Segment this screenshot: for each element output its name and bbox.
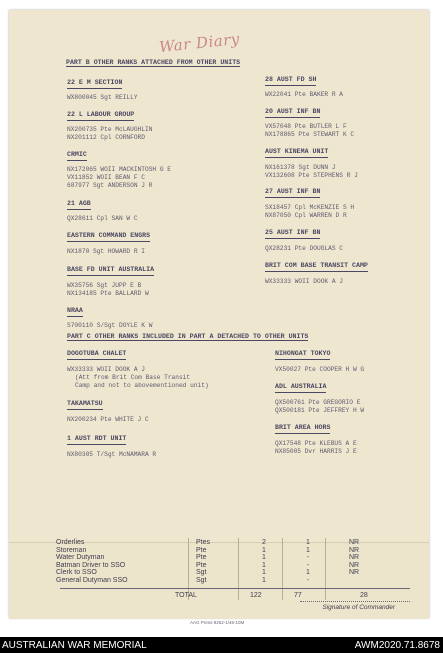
code-cell	[330, 577, 378, 585]
rank-cell: Pte	[196, 554, 207, 562]
unit-heading: TAKAMATSU	[67, 400, 103, 410]
count-cell: 2	[262, 539, 266, 546]
unit-heading: 28 AUST FD SH	[265, 76, 316, 86]
unit-heading: 21 AGB	[67, 200, 91, 210]
unit-heading: 1 AUST RDT UNIT	[67, 435, 126, 445]
rank-cell: Sgt	[196, 576, 207, 584]
personnel-entry: NX200735 Pte McLAUGHLIN	[67, 126, 153, 133]
personnel-entry: WX33333 WOII DOOK A J	[265, 278, 343, 285]
personnel-entry: NX85005 Dvr HARRIS J E	[275, 448, 357, 455]
personnel-entry: WX22041 Pte BAKER R A	[265, 91, 343, 98]
rank-cell: Ptes	[196, 539, 211, 546]
code-cell: NR	[348, 569, 360, 577]
table-row	[52, 577, 378, 585]
personnel-entry: QX500181 Pte JEFFREY H W	[275, 407, 365, 414]
rank-cell: Sgt	[196, 569, 207, 577]
unit-heading: CRMIC	[67, 151, 87, 161]
personnel-entry: NX161378 Sgt DUNN J	[265, 164, 336, 171]
personnel-entry: SX18457 Cpl McKENZIE S H	[265, 204, 355, 211]
total-rule	[60, 588, 410, 589]
personnel-entry: QX28231 Pte DOUGLAS C	[265, 245, 343, 252]
count-cell: -	[306, 554, 310, 562]
code-cell: NR	[348, 554, 360, 562]
signature-label: Signature of Commander	[322, 604, 395, 611]
count-cell: 1	[306, 539, 310, 546]
personnel-entry: VX11852 WOII BEAN F C	[67, 174, 145, 181]
personnel-entry: QX17548 Pte KLEBUS A E	[275, 440, 357, 447]
personnel-entry: NX87050 Cpl WARREN D R	[265, 212, 347, 219]
signature-line	[300, 601, 410, 602]
role-cell: Storeman	[56, 546, 87, 554]
unit-heading: 22 E M SECTION	[67, 79, 122, 89]
total-value: 77	[294, 592, 302, 599]
code-cell: NR	[348, 561, 360, 569]
unit-heading: ADL AUSTRALIA	[275, 383, 326, 393]
role-cell: Orderlies	[56, 539, 85, 546]
personnel-entry: NX172065 WOII MACKINTOSH G E	[67, 166, 171, 173]
personnel-entry: WX35756 Sgt JUPP E B	[67, 282, 142, 289]
personnel-entry: NX134185 Pte BALLARD W	[67, 290, 149, 297]
total-value: 28	[360, 592, 368, 599]
table-row	[52, 569, 378, 577]
personnel-entry: WX33333 WOII DOOK A J	[67, 366, 145, 373]
count-cell: 1	[306, 546, 310, 554]
personnel-entry: NX80305 T/Sgt McNAMARA R	[67, 451, 157, 458]
table-row	[52, 554, 378, 562]
code-cell: NR	[348, 546, 360, 554]
total-value: 122	[250, 592, 262, 599]
role-cell: Water Dutyman	[56, 554, 105, 562]
footer-accession: AWM2020.71.8678	[354, 640, 440, 651]
unit-heading: 27 AUST INF BN	[265, 188, 320, 198]
personnel-entry: NX201112 Cpl CORNFORD	[67, 134, 145, 141]
table-row	[52, 547, 378, 555]
count-cell: 1	[262, 569, 266, 577]
table-row	[52, 562, 378, 570]
unit-heading: NRAA	[67, 307, 83, 317]
count-cell: -	[306, 561, 310, 569]
personnel-entry: 687977 Sgt ANDERSON J R	[67, 182, 153, 189]
personnel-entry: S700110 S/Sgt DOYLE K W	[67, 322, 153, 329]
unit-heading: 22 L LABOUR GROUP	[67, 111, 134, 121]
unit-heading: 20 AUST INF BN	[265, 108, 320, 118]
count-cell: 1	[262, 546, 266, 554]
note-line: Camp and not to abovementioned unit)	[75, 382, 209, 389]
rank-cell: Pte	[196, 546, 207, 554]
unit-heading: 25 AUST INF BN	[265, 229, 320, 239]
unit-heading: NIHONGAT TOKYO	[275, 350, 330, 360]
unit-heading: AUST KINEMA UNIT	[265, 148, 328, 158]
unit-heading: BRIT AREA HORS	[275, 424, 330, 434]
count-cell: 1	[262, 561, 266, 569]
personnel-entry: NX200234 Pte WHITE J C	[67, 416, 149, 423]
rank-cell: Pte	[196, 561, 207, 569]
role-cell: Clerk to SSO	[56, 569, 97, 577]
role-cell: General Dutyman SSO	[56, 576, 128, 584]
handwritten-annotation: War Diary	[158, 29, 241, 57]
role-cell: Batman Driver to SSO	[56, 561, 126, 569]
part-c-title: PART C OTHER RANKS INCLUDED IN PART A DETACHED TO OTHER UNITS	[67, 333, 309, 340]
personnel-entry: QX500761 Pte GREGORIO E	[275, 399, 361, 406]
unit-heading: DOGOTUBA CHALET	[67, 350, 126, 360]
count-cell: 1	[262, 554, 266, 562]
count-cell: 1	[306, 569, 310, 577]
footer-institution: AUSTRALIAN WAR MEMORIAL	[2, 640, 147, 651]
personnel-entry: VX132608 Pte STEPHENS R J	[265, 172, 358, 179]
personnel-entry: VX50027 Pte COOPER H W G	[275, 366, 365, 373]
total-label: TOTAL	[175, 592, 197, 599]
personnel-entry: NX178865 Pte STEWART K C	[265, 131, 355, 138]
archive-footer	[0, 637, 443, 653]
count-cell: 1	[262, 576, 266, 584]
unit-heading: BRIT COM BASE TRANSIT CAMP	[265, 262, 368, 272]
duties-table	[52, 539, 378, 585]
note-line: (Att from Brit Com Base Transit	[75, 374, 191, 381]
part-b-title: PART B OTHER RANKS ATTACHED FROM OTHER UNITS	[66, 59, 241, 66]
count-cell: -	[306, 576, 310, 584]
print-line: AAG Press-8262-1/46-10M	[190, 620, 245, 625]
table-row	[52, 539, 378, 547]
personnel-entry: QX28611 Cpl SAN W C	[67, 215, 138, 222]
personnel-entry: WX800045 Sgt REILLY	[67, 94, 138, 101]
document-page	[9, 10, 429, 618]
code-cell: NR	[348, 539, 360, 546]
personnel-entry: VX57048 Pte BUTLER L F	[265, 123, 347, 130]
personnel-entry: NX1870 Sgt HOWARD R I	[67, 248, 145, 255]
unit-heading: BASE FD UNIT AUSTRALIA	[67, 266, 154, 276]
unit-heading: EASTERN COMMAND ENGRS	[67, 232, 150, 242]
